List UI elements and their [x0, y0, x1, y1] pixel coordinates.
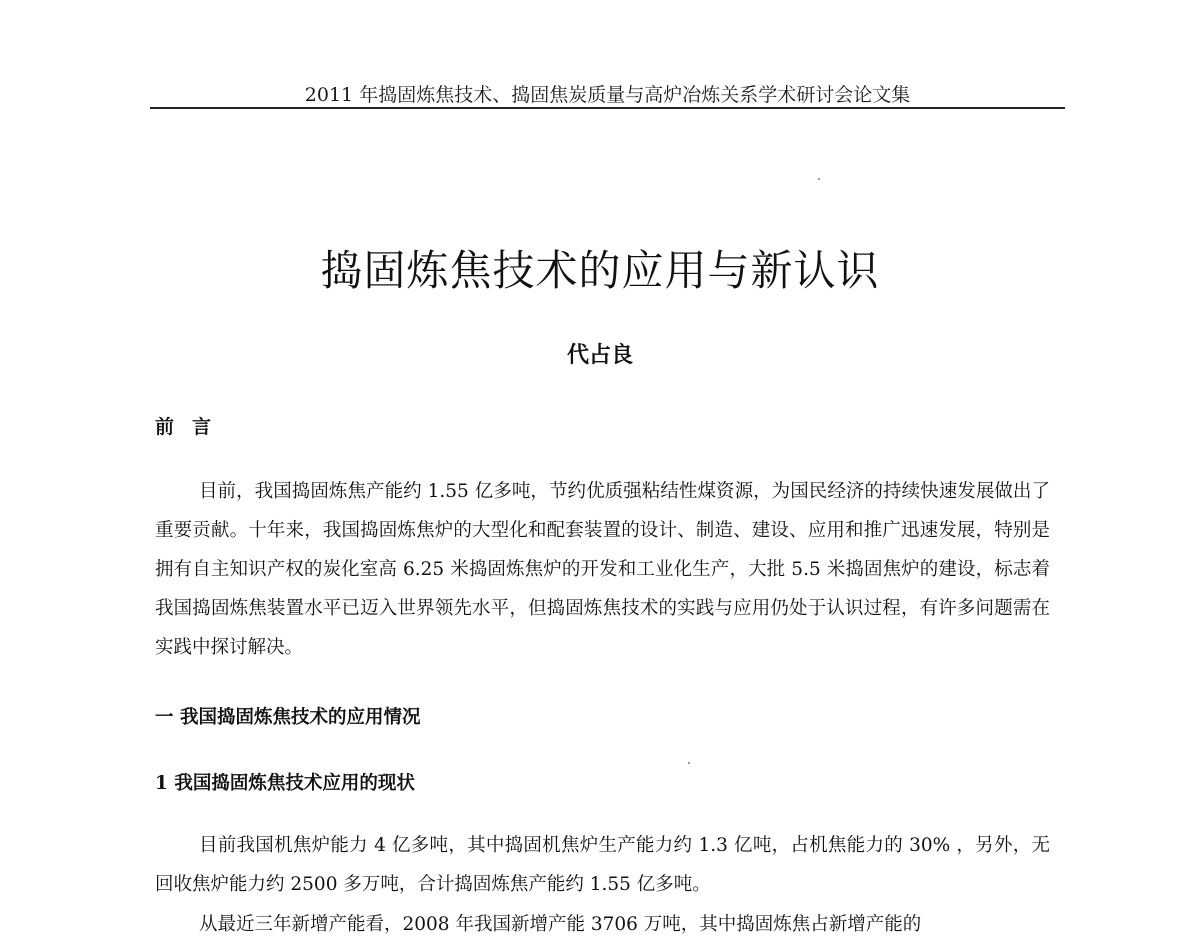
header-rule — [150, 107, 1065, 109]
preface-heading: 前言 — [155, 416, 230, 438]
running-header: 2011 年捣固炼焦技术、捣固焦炭质量与高炉冶炼关系学术研讨会论文集 — [304, 84, 911, 106]
paper-title: 捣固炼焦技术的应用与新认识 — [320, 246, 880, 295]
scan-speck — [688, 762, 690, 764]
author-name: 代占良 — [566, 343, 633, 368]
section-heading: 一 我国捣固炼焦技术的应用情况 — [155, 707, 421, 728]
status-paragraph: 目前我国机焦炉能力 4 亿多吨，其中捣固机焦炉生产能力约 1.3 亿吨，占机焦能力的 30% ，另外，无回收焦炉能力约 2500 多万吨，合计捣固炼焦产能约 1.55 亿多吨。 — [155, 835, 1050, 895]
scan-speck — [818, 178, 820, 180]
subsection-heading: 1 我国捣固炼焦技术应用的现状 — [155, 773, 415, 794]
intro-paragraph: 目前，我国捣固炼焦产能约 1.55 亿多吨，节约优质强粘结性煤资源，为国民经济的持续快速发展做出了重要贡献。十年来，我国捣固炼焦炉的大型化和配套装置的设计、制造、建设、应用和推广迅速发展，特别是拥有自主知识产权的炭化室高 6.25 米捣固炼焦炉的开发和工业化生产，大批 5.5 米捣固焦炉的建设，标志着我国捣固炼焦装置水平已迈入世界领先水平，但捣固炼焦技术的实践与应用仍处于认识过程，有许多问题需在实践中探讨解决。 — [155, 481, 1050, 658]
recent-paragraph: 从最近三年新增产能看，2008 年我国新增产能 3706 万吨，其中捣固炼焦占新增产能的 — [199, 914, 922, 935]
